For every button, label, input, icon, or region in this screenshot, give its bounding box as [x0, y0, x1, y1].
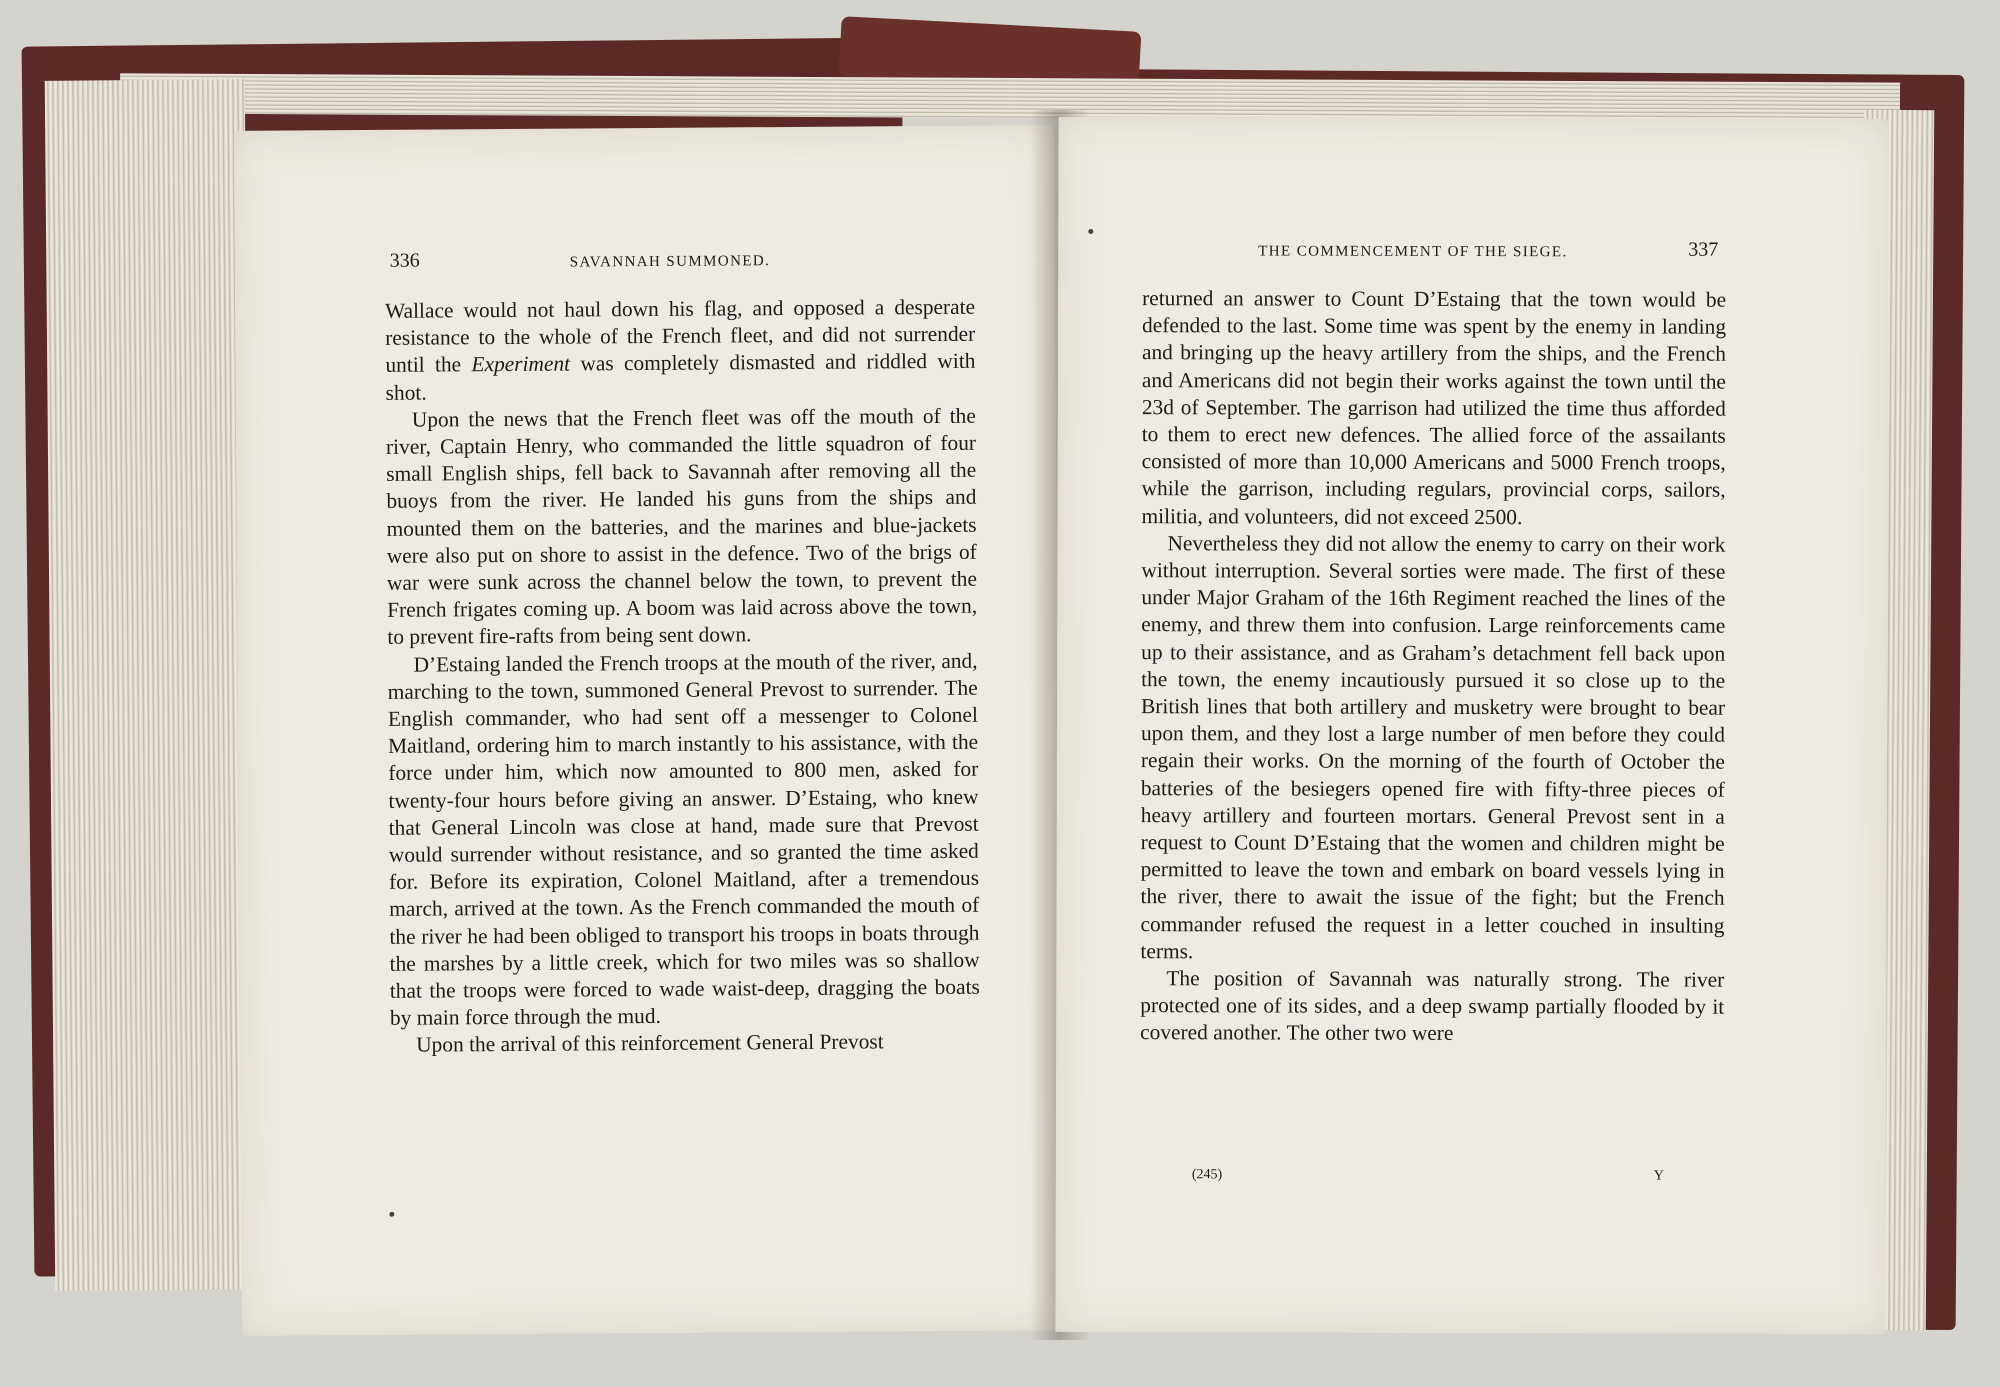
paragraph-continued: returned an answer to Count D’Estaing that the town would be defended to the last. Some time was spent by the enemy in landing and bringing up the heavy artillery from the ships, and the French and Americans did not begin their works against the town until the 23d of September. The garrison had utilized the time thus afforded to them to erect new defences. The allied force of the assailants consisted of more than 10,000 Americans and 5000 French troops, while the garrison, including regulars, provincial corps, sailors, militia, and volunteers, did not exceed 2500.: [1141, 286, 1727, 529]
paragraph: The position of Savannah was naturally strong. The river protected one of its sides, and a deep swamp partially flooded by it covered another. The other two were: [1140, 966, 1725, 1046]
running-head: THE COMMENCEMENT OF THE SIEGE.: [1258, 243, 1568, 261]
paragraph-text: Wallace would not haul down his flag, and opposed a desperate resistance to the whole of the French fleet, and did not surrender until the Experiment was completely dismasted and riddled with shot.: [384, 294, 976, 405]
running-head: SAVANNAH SUMMONED.: [569, 253, 771, 271]
page-number: 336: [389, 249, 420, 272]
ink-speck: [389, 1212, 394, 1217]
page-number: 337: [1688, 238, 1719, 261]
page-edges-left: [45, 79, 256, 1291]
paragraph: Upon the news that the French fleet was off the mouth of the river, Captain Henry, who commanded the little squadron of four small English ships, fell back to Savannah after removing all the buoys from the river. He landed his guns from the ships and mounted them on the batteries, and the marines and blue-jackets were also put on shore to assist in the defence. Two of the brigs of war were sunk across the channel below the town, to prevent the French frigates coming up. A boom was laid across above the town, to prevent fire-rafts from being sent down.: [385, 403, 978, 650]
signature-number: (245): [1191, 1167, 1223, 1183]
paragraph-continued: [385, 294, 976, 407]
paragraph: Nevertheless they did not allow the enemy to carry on their work without interruption. Several sorties were made. The first of these under Major Graham of the 16th Regiment reached the lines of the enemy, and threw them into confusion. Large reinforcements came up to their assistance, and as Graham’s detachment fell back upon the town, the enemy incautiously pursued it so close up to the British lines that both artillery and musketry were brought to bear upon them, and they lost a large number of men before they could regain their works. On the morning of the fourth of October the batteries of the besiegers opened fire with fifty-three pieces of heavy artillery and fourteen mortars. General Prevost sent in a request to Count D’Estaing that the women and children might be permitted to leave the town and embark on board vessels lying in the river, there to await the issue of the fight; but the French commander refused the request in a letter couched in insulting terms.: [1140, 531, 1726, 964]
body-text: [1140, 285, 1726, 1048]
left-page: [234, 125, 1062, 1336]
signature-letter: Y: [1653, 1168, 1664, 1184]
right-page: [1055, 117, 1888, 1334]
ink-speck: [1088, 229, 1093, 234]
ship-name-italic: Experiment: [471, 351, 571, 377]
body-text: [385, 294, 980, 1060]
paragraph: Upon the arrival of this reinforcement General Prevost: [416, 1029, 884, 1058]
paragraph: D’Estaing landed the French troops at the mouth of the river, and, marching to the town, summoned General Prevost to surrender. The English commander, who had sent off a messenger to Colonel Maitland, ordering him to march instantly to his assistance, with the force under him, which now amounted to 800 men, asked for twenty-four hours before giving an answer. D’Estaing, who knew that General Lincoln was close at hand, made sure that Prevost would surrender without resistance, and so granted the time asked for. Before its expiration, Colonel Maitland, after a tremendous march, arrived at the town. As the French commanded the mouth of the river he had been obliged to transport his troops in boats through the marshes by a little creek, which for two miles was so shallow that the troops were forced to wade waist-deep, dragging the boats by main force through the mud.: [387, 648, 980, 1031]
